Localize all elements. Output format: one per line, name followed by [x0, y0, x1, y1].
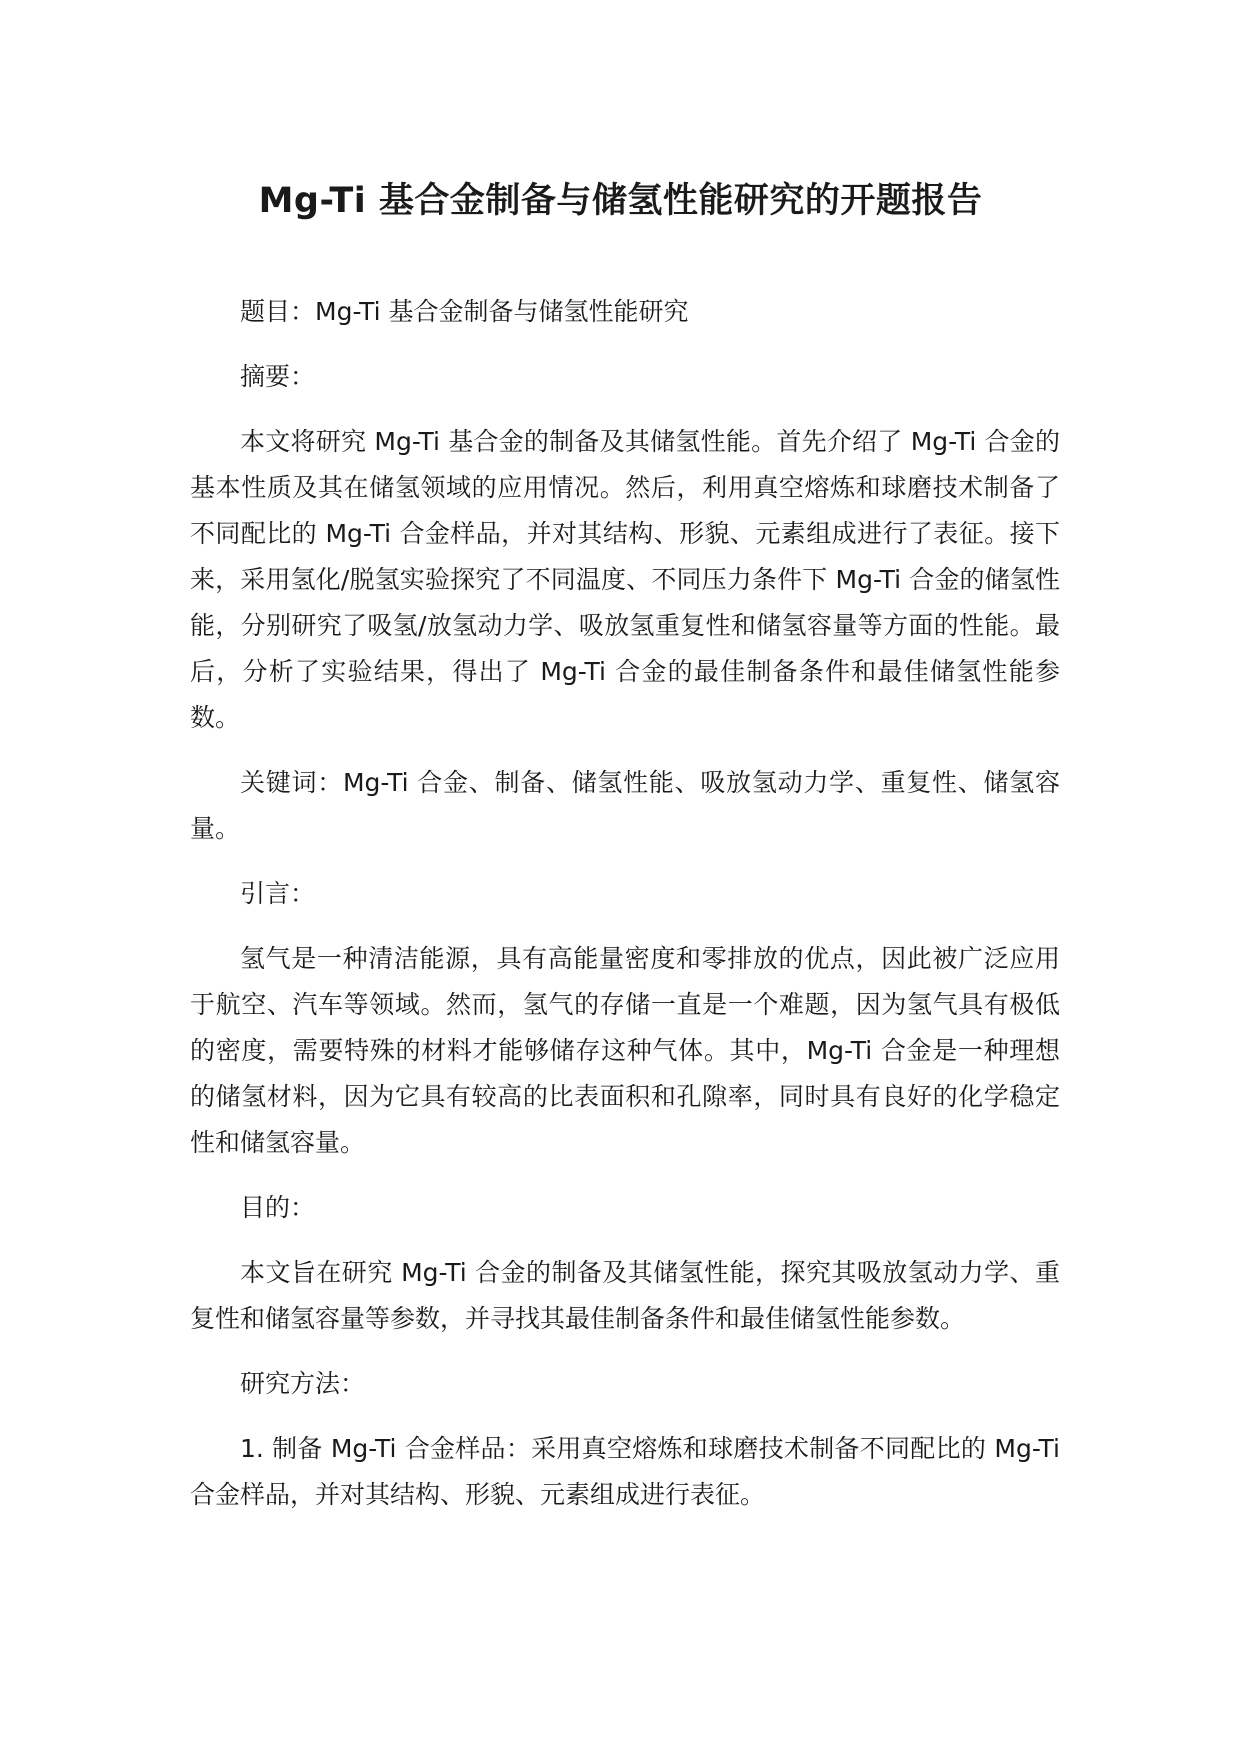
introduction-heading: 引言： — [240, 879, 316, 908]
topic-line: 题目：Mg-Ti 基合金制备与储氢性能研究 — [240, 297, 689, 326]
methods-item-1: 1. 制备 Mg-Ti 合金样品：采用真空熔炼和球磨技术制备不同配比的 Mg-Ti 合金样品，并对其结构、形貌、元素组成进行表征。 — [190, 1434, 1060, 1509]
introduction-paragraph: 氢气是一种清洁能源，具有高能量密度和零排放的优点，因此被广泛应用于航空、汽车等领域。然而，氢气的存储一直是一个难题，因为氢气具有极低的密度，需要特殊的材料才能够储存这种气体。其中，Mg-Ti 合金是一种理想的储氢材料，因为它具有较高的比表面积和孔隙率，同时具有良好的化学稳定性和储氢容量。 — [190, 944, 1060, 1157]
methods-heading: 研究方法： — [240, 1369, 366, 1398]
document-title: Mg-Ti 基合金制备与储氢性能研究的开题报告 — [258, 181, 983, 221]
abstract-heading: 摘要： — [240, 362, 316, 391]
keywords-paragraph: 关键词：Mg-Ti 合金、制备、储氢性能、吸放氢动力学、重复性、储氢容量。 — [190, 768, 1060, 843]
purpose-paragraph: 本文旨在研究 Mg-Ti 合金的制备及其储氢性能，探究其吸放氢动力学、重复性和储氢容量等参数，并寻找其最佳制备条件和最佳储氢性能参数。 — [190, 1258, 1060, 1333]
abstract-paragraph: 本文将研究 Mg-Ti 基合金的制备及其储氢性能。首先介绍了 Mg-Ti 合金的基本性质及其在储氢领域的应用情况。然后，利用真空熔炼和球磨技术制备了不同配比的 Mg-Ti 合金样品，并对其结构、形貌、元素组成进行了表征。接下来，采用氢化/脱氢实验探究了不同温度、不同压力条件下 Mg-Ti 合金的储氢性能，分别研究了吸氢/放氢动力学、吸放氢重复性和储氢容量等方面的性能。最后，分析了实验结果，得出了 Mg-Ti 合金的最佳制备条件和最佳储氢性能参数。 — [190, 427, 1060, 732]
purpose-heading: 目的： — [240, 1193, 316, 1222]
document-body — [190, 289, 1060, 1537]
